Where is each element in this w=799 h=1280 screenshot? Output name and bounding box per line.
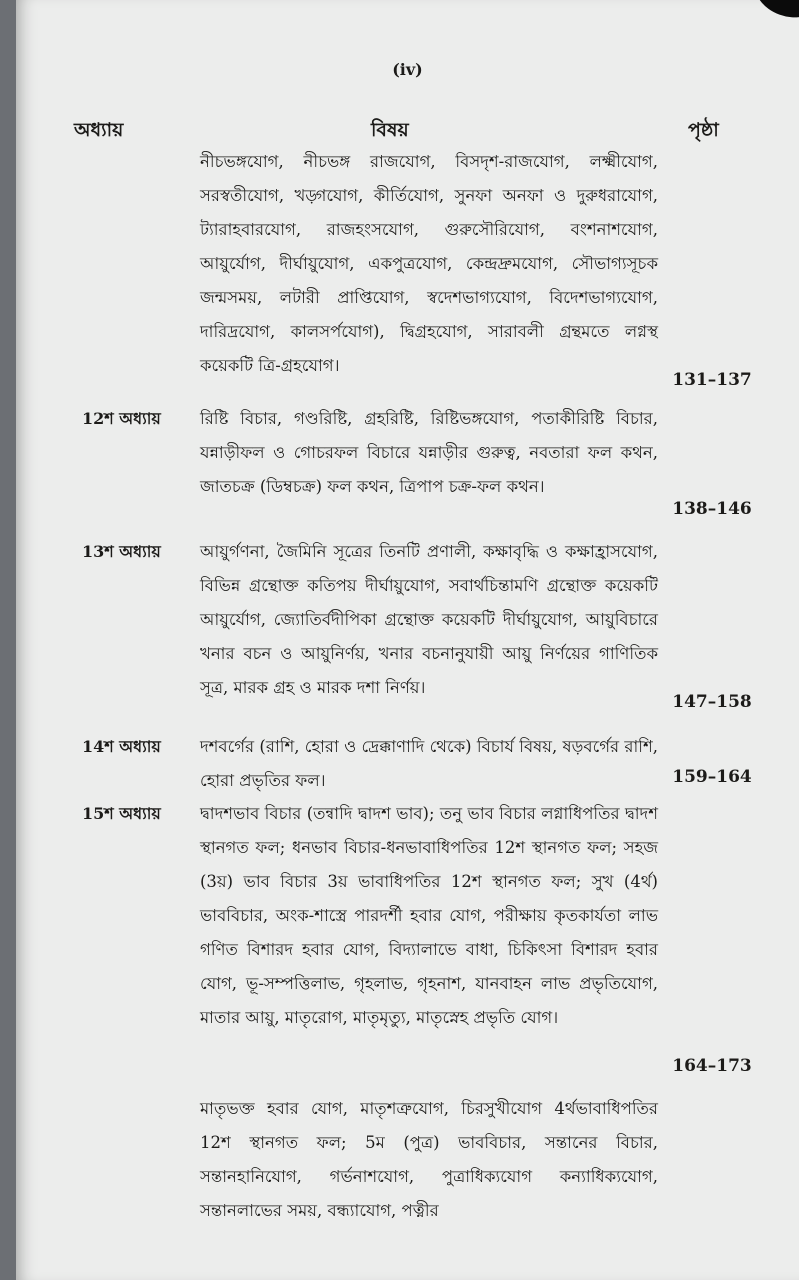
corner-shadow	[749, 0, 799, 26]
page-range: 164–173	[672, 1056, 752, 1076]
column-header-page: পৃষ্ঠা	[688, 119, 719, 141]
page-range: 138–146	[672, 499, 752, 519]
chapter-label: 13শ অধ্যায়	[82, 542, 161, 561]
chapter-label: 12শ অধ্যায়	[82, 409, 161, 428]
page-range: 147–158	[672, 692, 752, 712]
chapter-label: 15শ অধ্যায়	[82, 804, 161, 823]
chapter-description: দ্বাদশভাব বিচার (তন্বাদি দ্বাদশ ভাব); তনু ভাব বিচার লগ্নাধিপতির দ্বাদশ স্থানগত ফল; ধনভাব বিচার-ধনভাবাধিপতির 12শ স্থানগত ফল; সহজ (3য়) ভাব বিচার 3য় ভাবাধিপতির 12শ স্থানগত ফল; সুখ (4র্থ) ভাববিচার, অংক-শাস্ত্রে পারদর্শী হবার যোগ, পরীক্ষায় কৃতকার্যতা লাভ গণিত বিশারদ হবার যোগ, বিদ্যালাভে বাধা, চিকিৎসা বিশারদ হবার যোগ, ভূ-সম্পত্তিলাভ, গৃহলাভ, গৃহনাশ, যানবাহন লাভ প্রভৃতিযোগ, মাতার আয়ু, মাতৃরোগ, মাতৃমৃত্যু, মাতৃস্নেহ প্রভৃতি যোগ।	[200, 804, 658, 1027]
page-range: 159–164	[672, 767, 752, 787]
chapter-description: নীচভঙ্গযোগ, নীচভঙ্গ রাজযোগ, বিসদৃশ-রাজযোগ, লক্ষ্মীযোগ, সরস্বতীযোগ, খড়্গযোগ, কীর্তিযোগ, সুনফা অনফা ও দুরুধরাযোগ, ট্যারাহবারযোগ, রাজহংসযোগ, গুরুসৌরিযোগ, বংশনাশযোগ, আয়ুর্যোগ, দীর্ঘায়ুযোগ, একপুত্রযোগ, কেন্দ্রদ্রুমযোগ, সৌভাগ্যসূচক জন্মসময়, লটারী প্রাপ্তিযোগ, স্বদেশভাগ্যযোগ, বিদেশভাগ্যযোগ, দারিদ্রযোগ, কালসর্পযোগ), দ্বিগ্রহযোগ, সারাবলী গ্রন্থমতে লগ্নস্থ কয়েকটি ত্রি-গ্রহযোগ।	[200, 152, 658, 375]
chapter-description: রিষ্টি বিচার, গণ্ডরিষ্টি, গ্রহরিষ্টি, রিষ্টিভঙ্গযোগ, পতাকীরিষ্টি বিচার, যন্নাড়ীফল ও গোচরফল বিচারে যন্নাড়ীর গুরুত্ব, নবতারা ফল কথন, জাতচক্র (ডিম্বচক্র) ফল কথন, ত্রিপাপ চক্র-ফল কথন।	[200, 409, 658, 496]
book-page	[16, 0, 799, 1280]
chapter-description: দশবর্গের (রাশি, হোরা ও দ্রেক্কাণাদি থেকে) বিচার্য বিষয়, ষড়বর্গের রাশি, হোরা প্রভৃতির ফল।	[200, 737, 658, 790]
page-range: 131–137	[672, 370, 752, 390]
chapter-label: 14শ অধ্যায়	[82, 737, 161, 756]
chapter-description: আয়ুর্গণনা, জৈমিনি সূত্রের তিনটি প্রণালী, কক্ষাবৃদ্ধি ও কক্ষাহ্রাসযোগ, বিভিন্ন গ্রন্থোক্ত কতিপয় দীর্ঘায়ুযোগ, সবার্থচিন্তামণি গ্রন্থোক্ত কয়েকটি আয়ুর্যোগ, জ্যোতির্বদীপিকা গ্রন্থোক্ত কয়েকটি দীর্ঘায়ুযোগ, আয়ুবিচারে খনার বচন ও আয়ুনির্ণয়, খনার বচনানুযায়ী আয়ু নির্ণয়ের গাণিতিক সূত্র, মারক গ্রহ ও মারক দশা নির্ণয়।	[200, 542, 658, 697]
column-header-chapter: অধ্যায়	[74, 119, 124, 141]
chapter-description: মাতৃভক্ত হবার যোগ, মাতৃশত্রুযোগ, চিরসুখীযোগ 4র্থভাবাধিপতির 12শ স্থানগত ফল; 5ম (পুত্র) ভাববিচার, সন্তানের বিচার, সন্তানহানিযোগ, গর্ভনাশযোগ, পুত্রাধিক্যযোগ কন্যাধিক্যযোগ, সন্তানলাভের সময়, বন্ধ্যাযোগ, পত্নীর	[200, 1099, 658, 1220]
page-number: (iv)	[392, 60, 423, 79]
column-header-subject: বিষয়	[371, 119, 409, 141]
